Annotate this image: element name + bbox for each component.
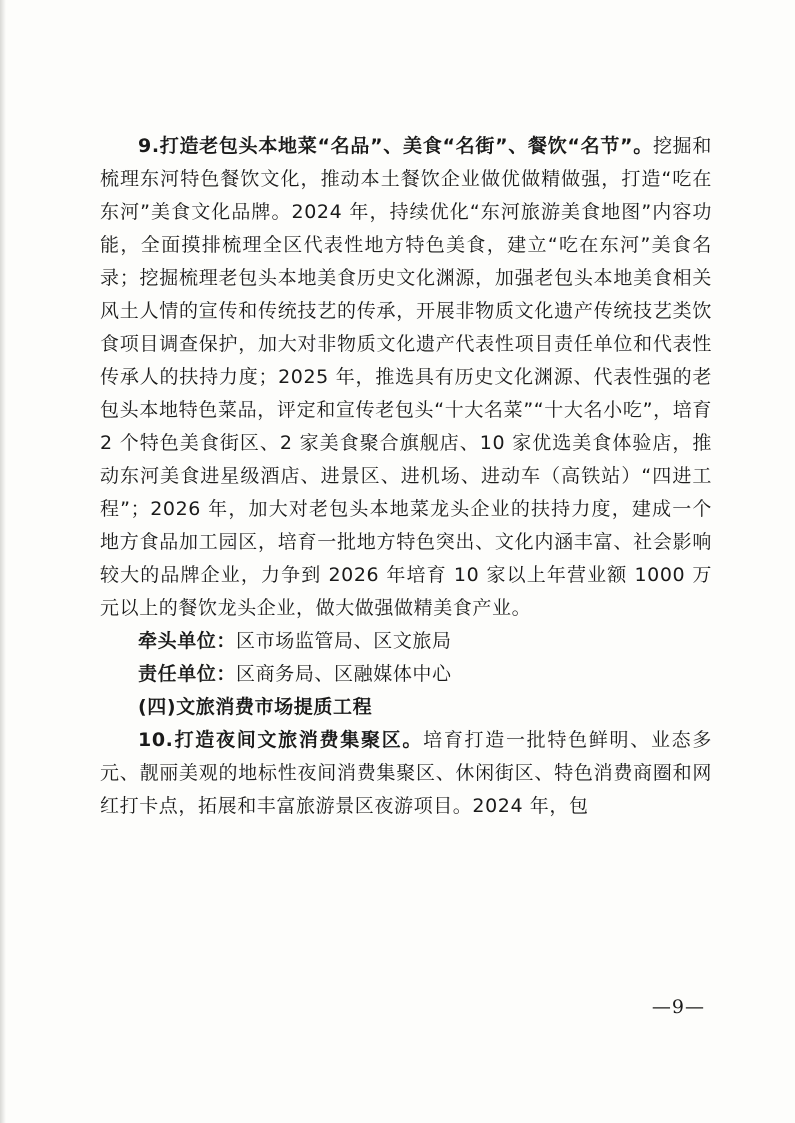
responsible-unit-value: 区商务局、区融媒体中心 [236,663,452,685]
item-9-title: 9.打造老包头本地菜“名品”、美食“名街”、餐饮“名节”。 [138,135,653,157]
section-4-heading: (四)文旅消费市场提质工程 [138,696,373,718]
document-body [100,130,712,823]
item-10-body: 培育打造一批特色鲜明、业态多元、靓丽美观的地标性夜间消费集聚区、休闲街区、特色消费商圈和网红打卡点，拓展和丰富旅游景区夜游项目。2024 年，包 [100,729,712,817]
responsible-unit-label: 责任单位： [138,663,237,685]
item-9-lead-unit [100,625,712,658]
item-9-paragraph [100,130,712,625]
item-9-body: 挖掘和梳理东河特色餐饮文化，推动本土餐饮企业做优做精做强，打造“吃在东河”美食文化品牌。2024 年，持续优化“东河旅游美食地图”内容功能，全面摸排梳理全区代表性地方特色美食，建立“吃在东河”美食名录；挖掘梳理老包头本地美食历史文化渊源，加强老包头本地美食相关风土人情的宣传和传统技艺的传承，开展非物质文化遗产传统技艺类饮食项目调查保护，加大对非物质文化遗产代表性项目责任单位和代表性传承人的扶持力度；2025 年，推选具有历史文化渊源、代表性强的老包头本地特色菜品，评定和宣传老包头“十大名菜”“十大名小吃”，培育 2 个特色美食街区、2 家美食聚合旗舰店、10 家优选美食体验店，推动东河美食进星级酒店、进景区、进机场、进动车（高铁站）“四进工程”；2026 年，加大对老包头本地菜龙头企业的扶持力度，建成一个地方食品加工园区，培育一批地方特色突出、文化内涵丰富、社会影响较大的品牌企业，力争到 2026 年培育 10 家以上年营业额 1000 万元以上的餐饮龙头企业，做大做强做精美食产业。 [100,135,712,619]
page-number: —9— [651,996,705,1018]
lead-unit-label: 牵头单位： [138,630,237,652]
lead-unit-value: 区市场监管局、区文旅局 [236,630,452,652]
item-10-paragraph [100,724,712,823]
item-10-title: 10.打造夜间文旅消费集聚区。 [138,729,424,751]
page-edge-shadow [0,0,6,1123]
item-9-responsible-unit [100,658,712,691]
